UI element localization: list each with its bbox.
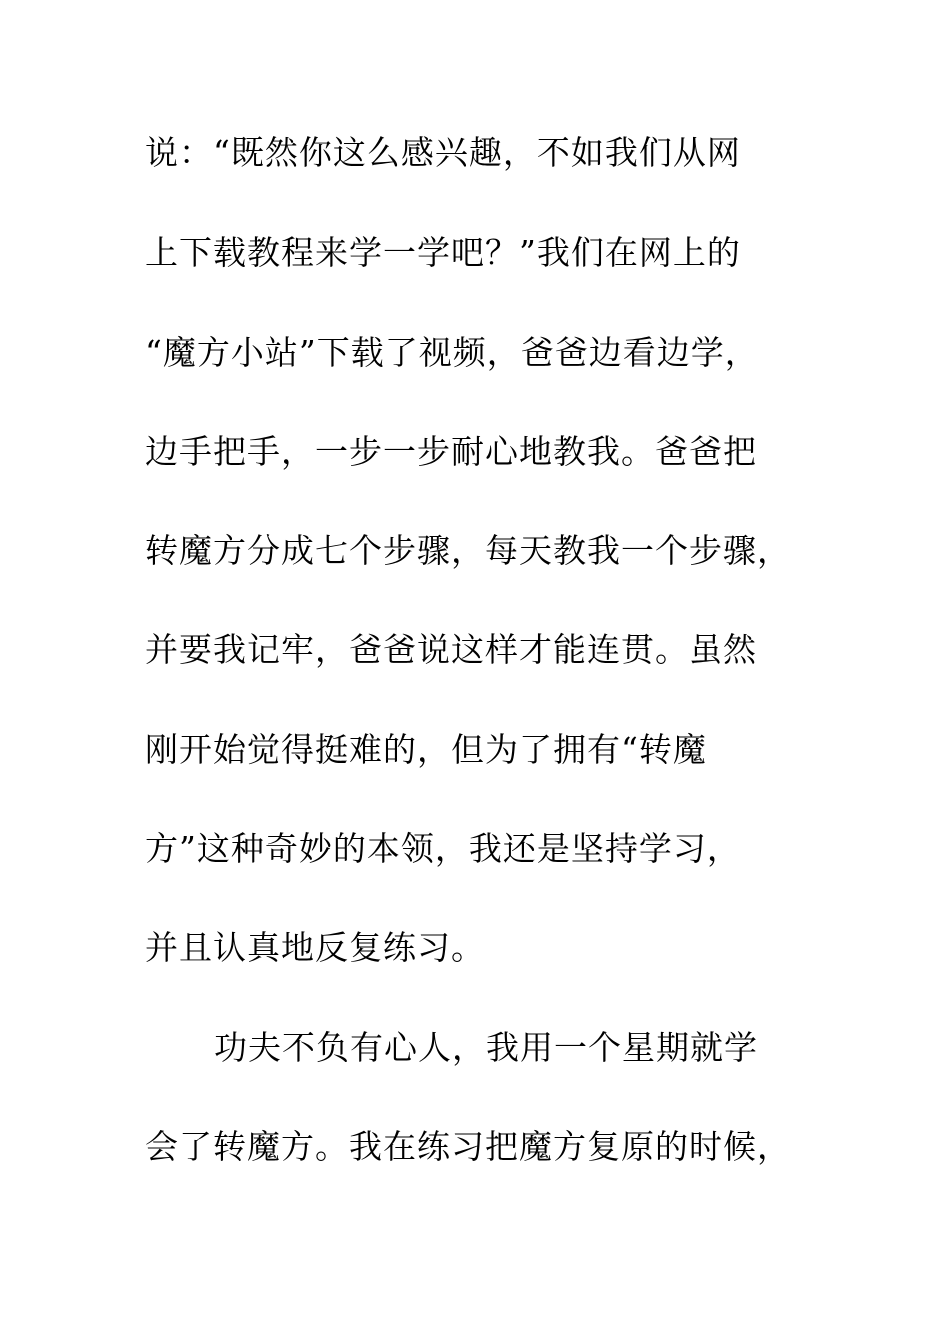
- text-line: 上下载教程来学一学吧？”我们在网上的: [145, 233, 741, 272]
- paragraph-first-line: 功夫不负有心人，我用一个星期就学: [214, 1028, 758, 1067]
- text-line: “魔方小站”下载了视频，爸爸边看边学，: [145, 333, 759, 372]
- text-line: 并且认真地反复练习。: [145, 928, 485, 967]
- text-line: 说：“既然你这么感兴趣，不如我们从网: [145, 133, 741, 172]
- text-line: 会了转魔方。我在练习把魔方复原的时候，: [145, 1127, 791, 1166]
- text-line: 转魔方分成七个步骤，每天教我一个步骤，: [145, 531, 791, 570]
- text-line: 方”这种奇妙的本领，我还是坚持学习，: [145, 829, 741, 868]
- text-line: 刚开始觉得挺难的，但为了拥有“转魔: [145, 730, 707, 769]
- text-line: 并要我记牢，爸爸说这样才能连贯。虽然: [145, 630, 757, 669]
- text-line: 边手把手，一步一步耐心地教我。爸爸把: [145, 432, 757, 471]
